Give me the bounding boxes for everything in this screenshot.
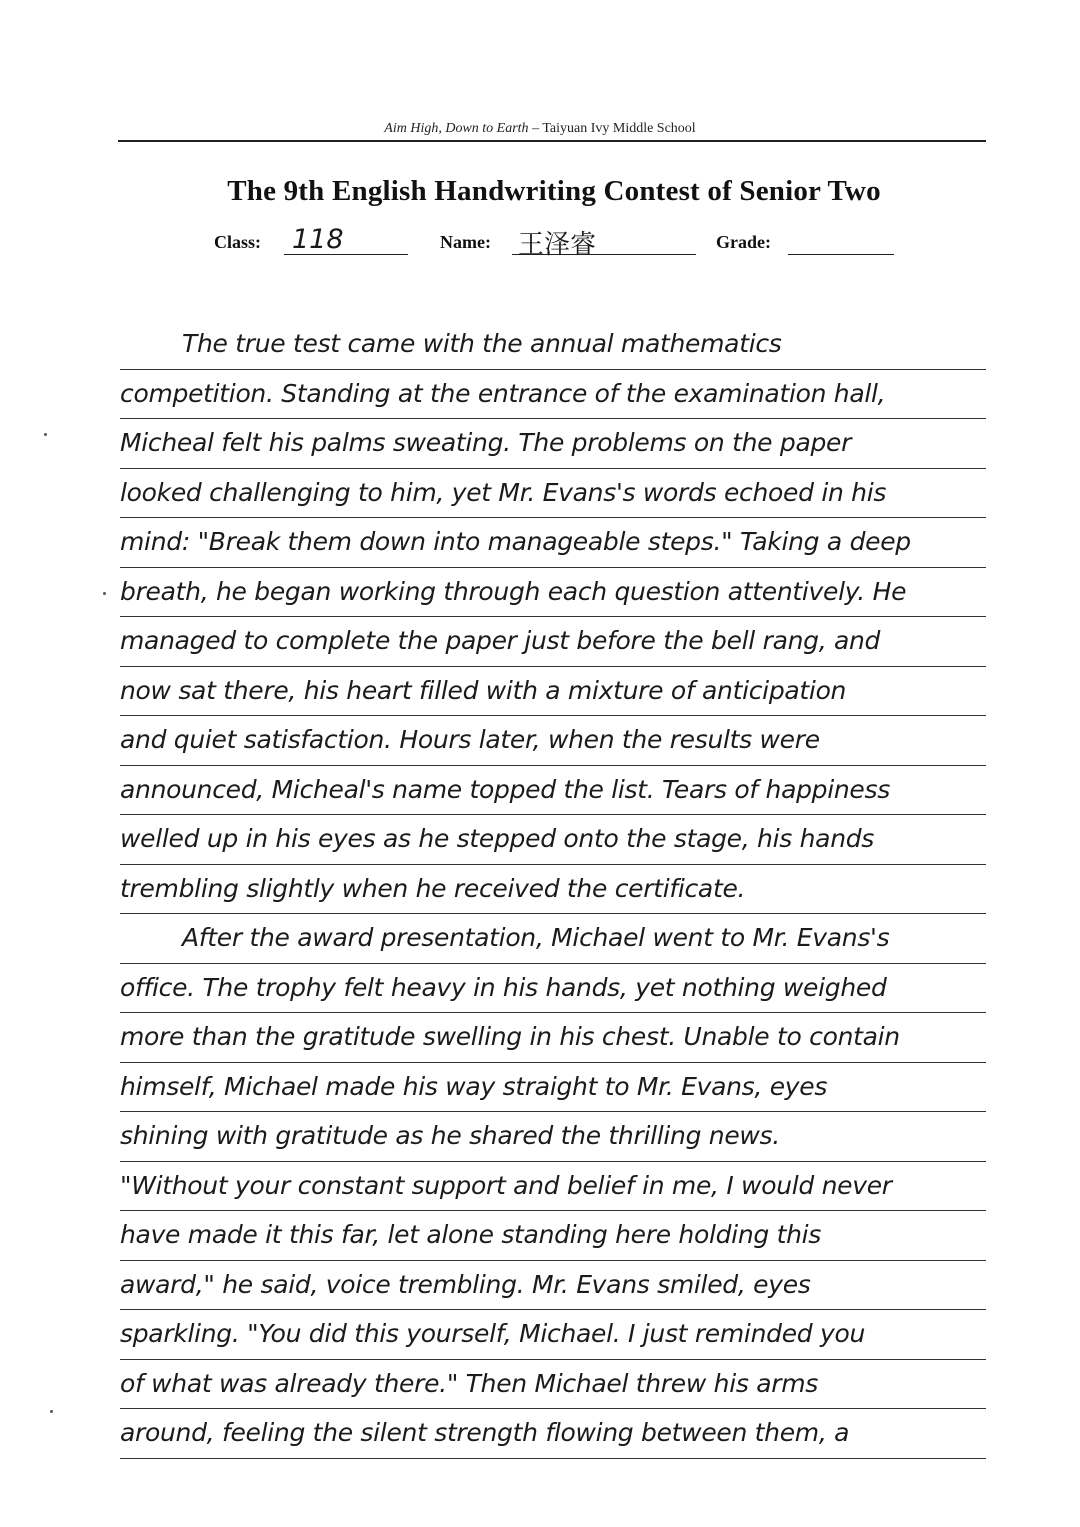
essay-line: have made it this far, let alone standing here holding this	[120, 1211, 986, 1261]
essay-line: trembling slightly when he received the certificate.	[120, 865, 986, 915]
essay-line: After the award presentation, Michael went to Mr. Evans's	[120, 914, 986, 964]
class-value: 118	[292, 224, 344, 255]
essay-line: "Without your constant support and belief in me, I would never	[120, 1162, 986, 1212]
student-info-row	[0, 224, 1080, 268]
grade-label: Grade:	[716, 232, 771, 252]
essay-line: managed to complete the paper just before the bell rang, and	[120, 617, 986, 667]
essay-line: and quiet satisfaction. Hours later, when the results were	[120, 716, 986, 766]
essay-line: announced, Micheal's name topped the list. Tears of happiness	[120, 766, 986, 816]
essay-line: Micheal felt his palms sweating. The problems on the paper	[120, 419, 986, 469]
essay-line: award," he said, voice trembling. Mr. Evans smiled, eyes	[120, 1261, 986, 1311]
contest-title: The 9th English Handwriting Contest of Senior Two	[227, 175, 881, 207]
essay-line: more than the gratitude swelling in his chest. Unable to contain	[120, 1013, 986, 1063]
essay-line: breath, he began working through each question attentively. He	[120, 568, 986, 618]
essay-line: mind: "Break them down into manageable steps." Taking a deep	[120, 518, 986, 568]
school-motto	[0, 121, 1080, 137]
essay-line: sparkling. "You did this yourself, Michael. I just reminded you	[120, 1310, 986, 1360]
essay-line: of what was already there." Then Michael threw his arms	[120, 1360, 986, 1410]
motto-school-name: Taiyuan Ivy Middle School	[542, 121, 696, 136]
essay-line: looked challenging to him, yet Mr. Evans's words echoed in his	[120, 469, 986, 519]
motto-slogan: Aim High, Down to Earth	[384, 121, 529, 136]
essay-line: The true test came with the annual mathematics	[120, 320, 986, 370]
handwritten-essay	[120, 320, 986, 1459]
essay-line: himself, Michael made his way straight to Mr. Evans, eyes	[120, 1063, 986, 1113]
scan-speck	[44, 433, 47, 436]
motto-separator: –	[532, 121, 540, 136]
name-label: Name:	[440, 232, 491, 252]
name-value: 王泽睿	[518, 230, 597, 260]
essay-line: now sat there, his heart filled with a mixture of anticipation	[120, 667, 986, 717]
header-rule	[118, 140, 986, 142]
grade-field-line	[788, 254, 894, 255]
essay-line: office. The trophy felt heavy in his hands, yet nothing weighed	[120, 964, 986, 1014]
class-label: Class:	[214, 232, 262, 252]
scan-speck	[50, 1410, 53, 1413]
essay-line: welled up in his eyes as he stepped onto the stage, his hands	[120, 815, 986, 865]
essay-line: competition. Standing at the entrance of the examination hall,	[120, 370, 986, 420]
essay-line: around, feeling the silent strength flowing between them, a	[120, 1409, 986, 1459]
scan-speck	[103, 592, 106, 595]
essay-line: shining with gratitude as he shared the thrilling news.	[120, 1112, 986, 1162]
